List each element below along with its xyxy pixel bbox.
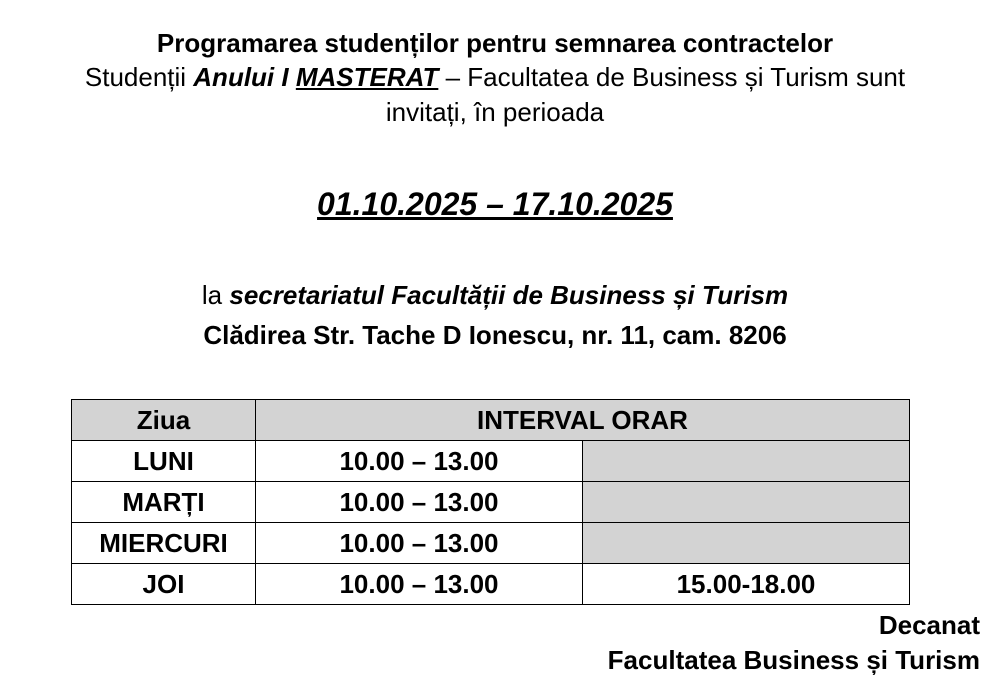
day-cell: JOI	[72, 564, 256, 605]
slot2-cell-empty	[583, 482, 910, 523]
slot1-cell: 10.00 – 13.00	[256, 441, 583, 482]
slot2-cell-empty	[583, 523, 910, 564]
day-cell: MIERCURI	[72, 523, 256, 564]
intro-suffix: – Facultatea de Business și Turism sunt	[438, 62, 906, 92]
day-cell: LUNI	[72, 441, 256, 482]
signature-dean-office: Decanat	[878, 610, 980, 640]
intro-year: Anului I	[193, 62, 296, 92]
location-office: secretariatul Facultății de Business și Turism	[229, 280, 789, 310]
document-title: Programarea studenților pentru semnarea contractelor	[156, 28, 834, 58]
table-header-row	[72, 400, 910, 441]
table-row	[72, 523, 910, 564]
table-row	[72, 564, 910, 605]
location-line-1	[0, 280, 990, 310]
intro-prefix: Studenții	[84, 62, 194, 92]
table-row	[72, 441, 910, 482]
slot2-cell-empty	[583, 441, 910, 482]
schedule-table	[71, 399, 910, 605]
day-cell: MARȚI	[72, 482, 256, 523]
slot2-cell: 15.00-18.00	[583, 564, 910, 605]
intro-line-2: invitați, în perioada	[385, 97, 605, 127]
table-row	[72, 482, 910, 523]
period-dates: 01.10.2025 – 17.10.2025	[317, 186, 673, 222]
header-interval: INTERVAL ORAR	[256, 400, 910, 441]
signature-faculty: Facultatea Business și Turism	[607, 645, 980, 675]
header-day: Ziua	[72, 400, 256, 441]
intro-program: MASTERAT	[295, 62, 439, 92]
slot1-cell: 10.00 – 13.00	[256, 564, 583, 605]
slot1-cell: 10.00 – 13.00	[256, 523, 583, 564]
intro-line-1	[0, 62, 990, 92]
slot1-cell: 10.00 – 13.00	[256, 482, 583, 523]
location-prefix: la	[201, 280, 230, 310]
location-address: Clădirea Str. Tache D Ionescu, nr. 11, cam. 8206	[203, 320, 787, 350]
